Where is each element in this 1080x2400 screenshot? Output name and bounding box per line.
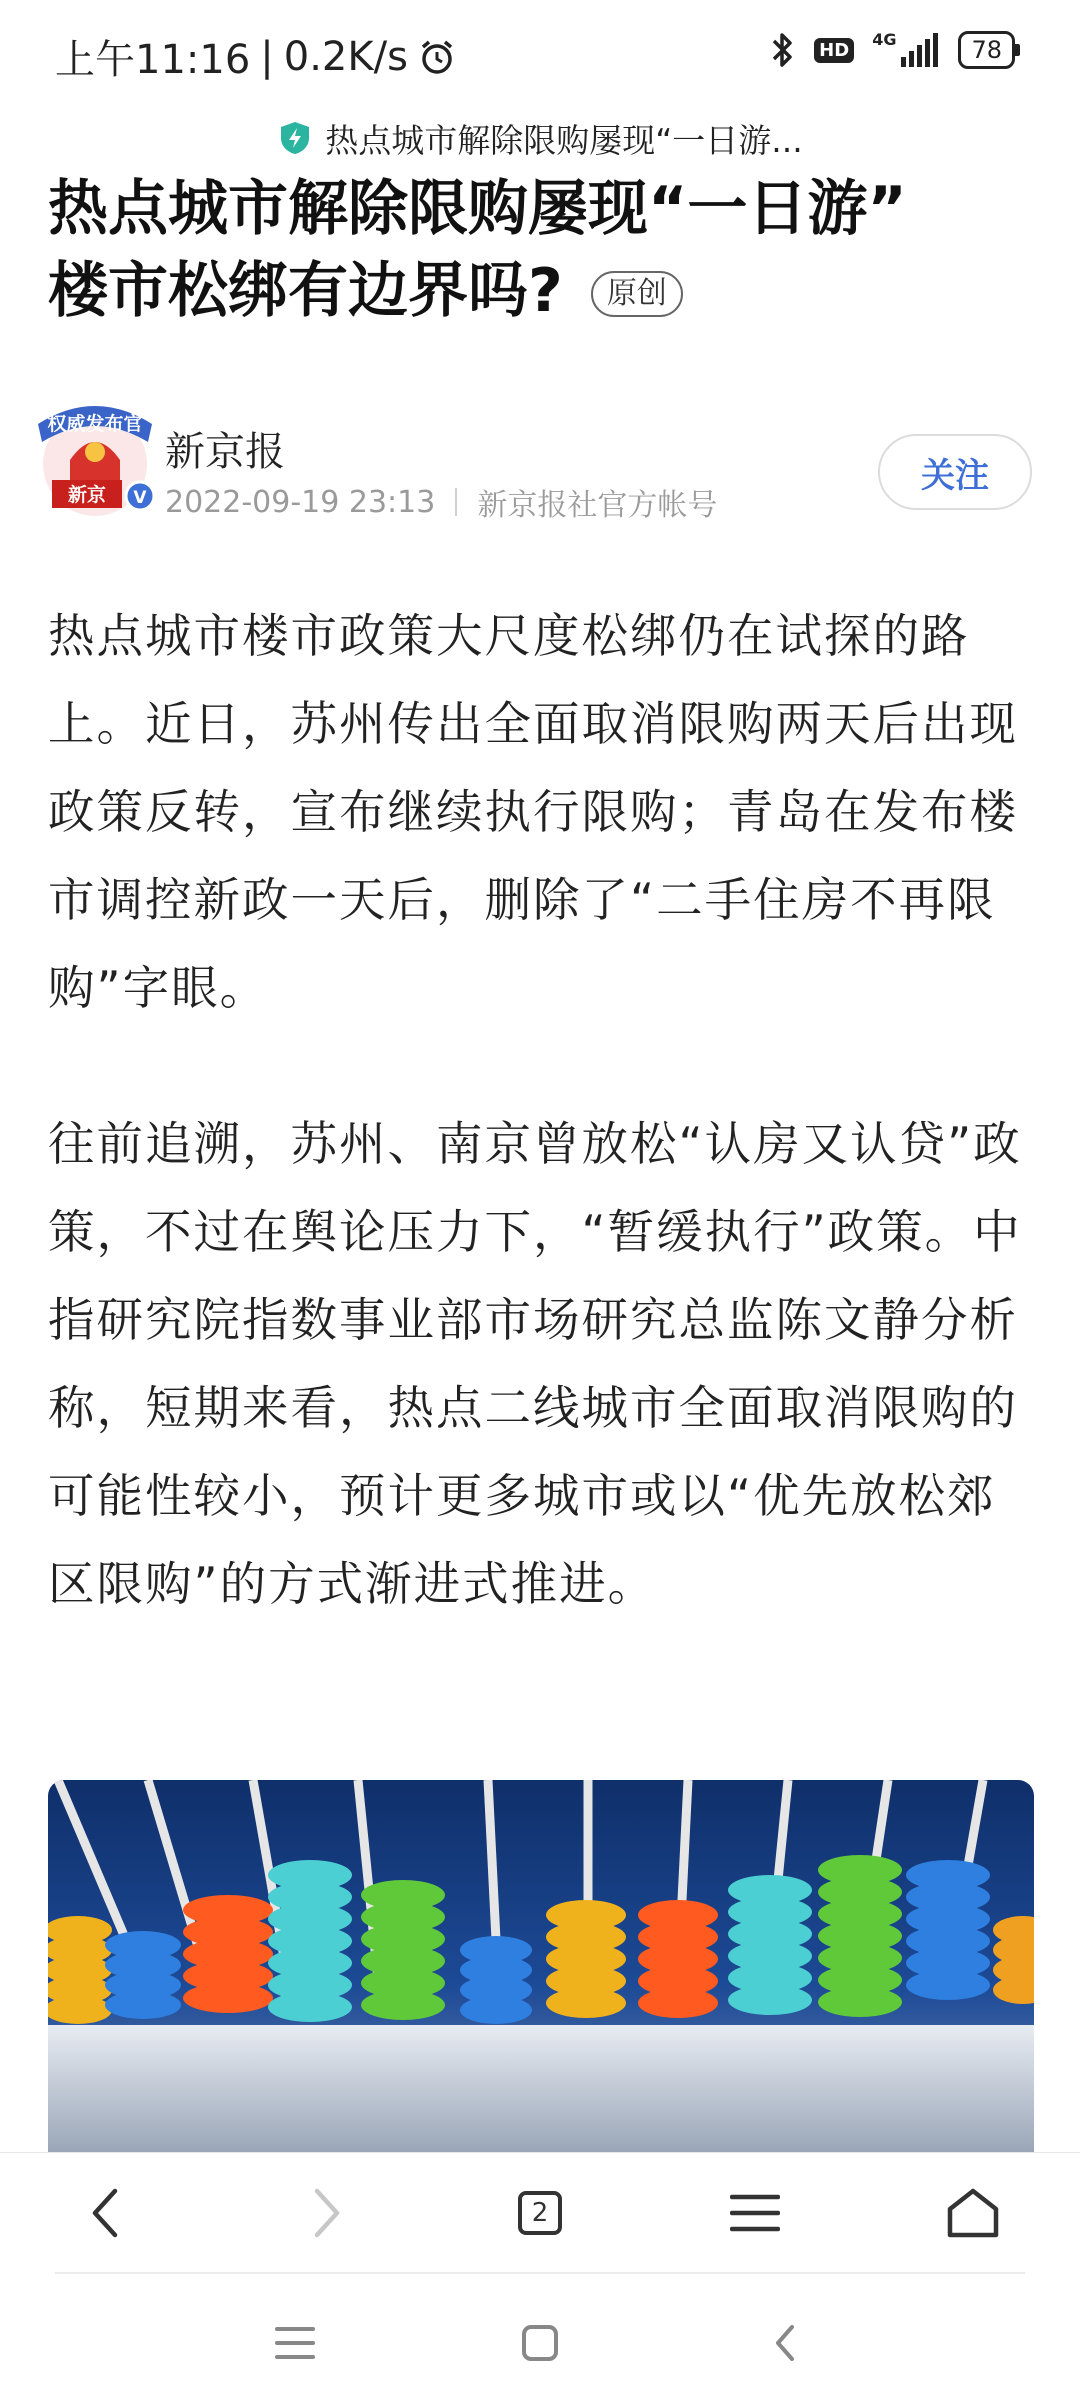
network-type: 4G [872, 30, 897, 49]
forward-button[interactable] [287, 2175, 367, 2251]
author-avatar[interactable] [30, 392, 160, 522]
meta-divider [455, 488, 457, 516]
nav-divider [55, 2272, 1025, 2274]
battery-indicator [958, 31, 1020, 69]
avatar-logo-text: 新京 [67, 484, 107, 506]
url-bar-title: 热点城市解除限购屡现“一日游... [325, 120, 803, 160]
status-time: 上午11:16 [55, 37, 251, 83]
article-title-line1: 热点城市解除限购屡现“一日游” [48, 174, 907, 244]
bluetooth-icon [768, 30, 796, 70]
original-badge: 原创 [591, 271, 683, 317]
square-home-icon [521, 2324, 559, 2362]
tabs-button[interactable] [500, 2175, 580, 2251]
home-icon [946, 2187, 1000, 2239]
hd-badge: HD [814, 38, 854, 63]
signal-indicator [872, 30, 940, 67]
hamburger-menu-icon [730, 2193, 780, 2233]
status-net-speed: 0.2K/s [283, 33, 408, 80]
battery-level: 78 [958, 31, 1015, 69]
alarm-clock-icon [418, 38, 456, 76]
status-separator: | [260, 33, 274, 80]
recents-button[interactable] [255, 2308, 335, 2378]
back-button[interactable] [65, 2175, 145, 2251]
article-paragraph-2: 往前追溯，苏州、南京曾放松“认房又认贷”政策，不过在舆论压力下，“暂缓执行”政策。中指研究院指数事业部市场研究总监陈文静分析称，短期来看，热点二线城市全面取消限购的可能性较小，预计更多城市或以“优先放松郊区限购”的方式渐进式推进。 [48, 1117, 1022, 1611]
avatar-banner-text: 权威发布官 [47, 413, 143, 435]
signal-bars-icon [900, 33, 940, 67]
browser-toolbar [0, 2152, 1080, 2273]
status-bar [0, 0, 1080, 110]
article-image[interactable] [48, 1780, 1034, 2152]
publish-date: 2022-09-19 23:13 [165, 484, 436, 520]
shield-bolt-icon [277, 120, 313, 156]
chevron-right-icon [309, 2187, 345, 2239]
abacus-frame [48, 2025, 1034, 2152]
abacus-photo [48, 1780, 1034, 2152]
follow-button[interactable]: 关注 [878, 434, 1032, 510]
back-chevron-icon [772, 2323, 798, 2363]
status-left [55, 28, 456, 85]
system-home-button[interactable] [500, 2308, 580, 2378]
author-name[interactable]: 新京报 [165, 429, 285, 475]
account-type: 新京报社官方帐号 [477, 488, 718, 523]
home-button[interactable] [933, 2175, 1013, 2251]
article-paragraph-1: 热点城市楼市政策大尺度松绑仍在试探的路上。近日，苏州传出全面取消限购两天后出现政策反转，宣布继续执行限购；青岛在发布楼市调控新政一天后，删除了“二手住房不再限购”字眼。 [48, 609, 1018, 1015]
status-right [768, 30, 1020, 70]
system-back-button[interactable] [745, 2308, 825, 2378]
recents-menu-icon [275, 2326, 315, 2360]
verified-icon: V [133, 488, 147, 508]
url-bar[interactable] [0, 108, 1080, 168]
tabs-count: 2 [518, 2191, 562, 2235]
chevron-left-icon [87, 2187, 123, 2239]
author-row [30, 392, 1050, 532]
battery-tip [1015, 44, 1020, 56]
article-title [48, 168, 1038, 332]
system-nav-bar [0, 2272, 1080, 2400]
article-title-line2: 楼市松绑有边界吗? [48, 256, 563, 326]
menu-button[interactable] [715, 2175, 795, 2251]
author-meta [165, 480, 717, 524]
